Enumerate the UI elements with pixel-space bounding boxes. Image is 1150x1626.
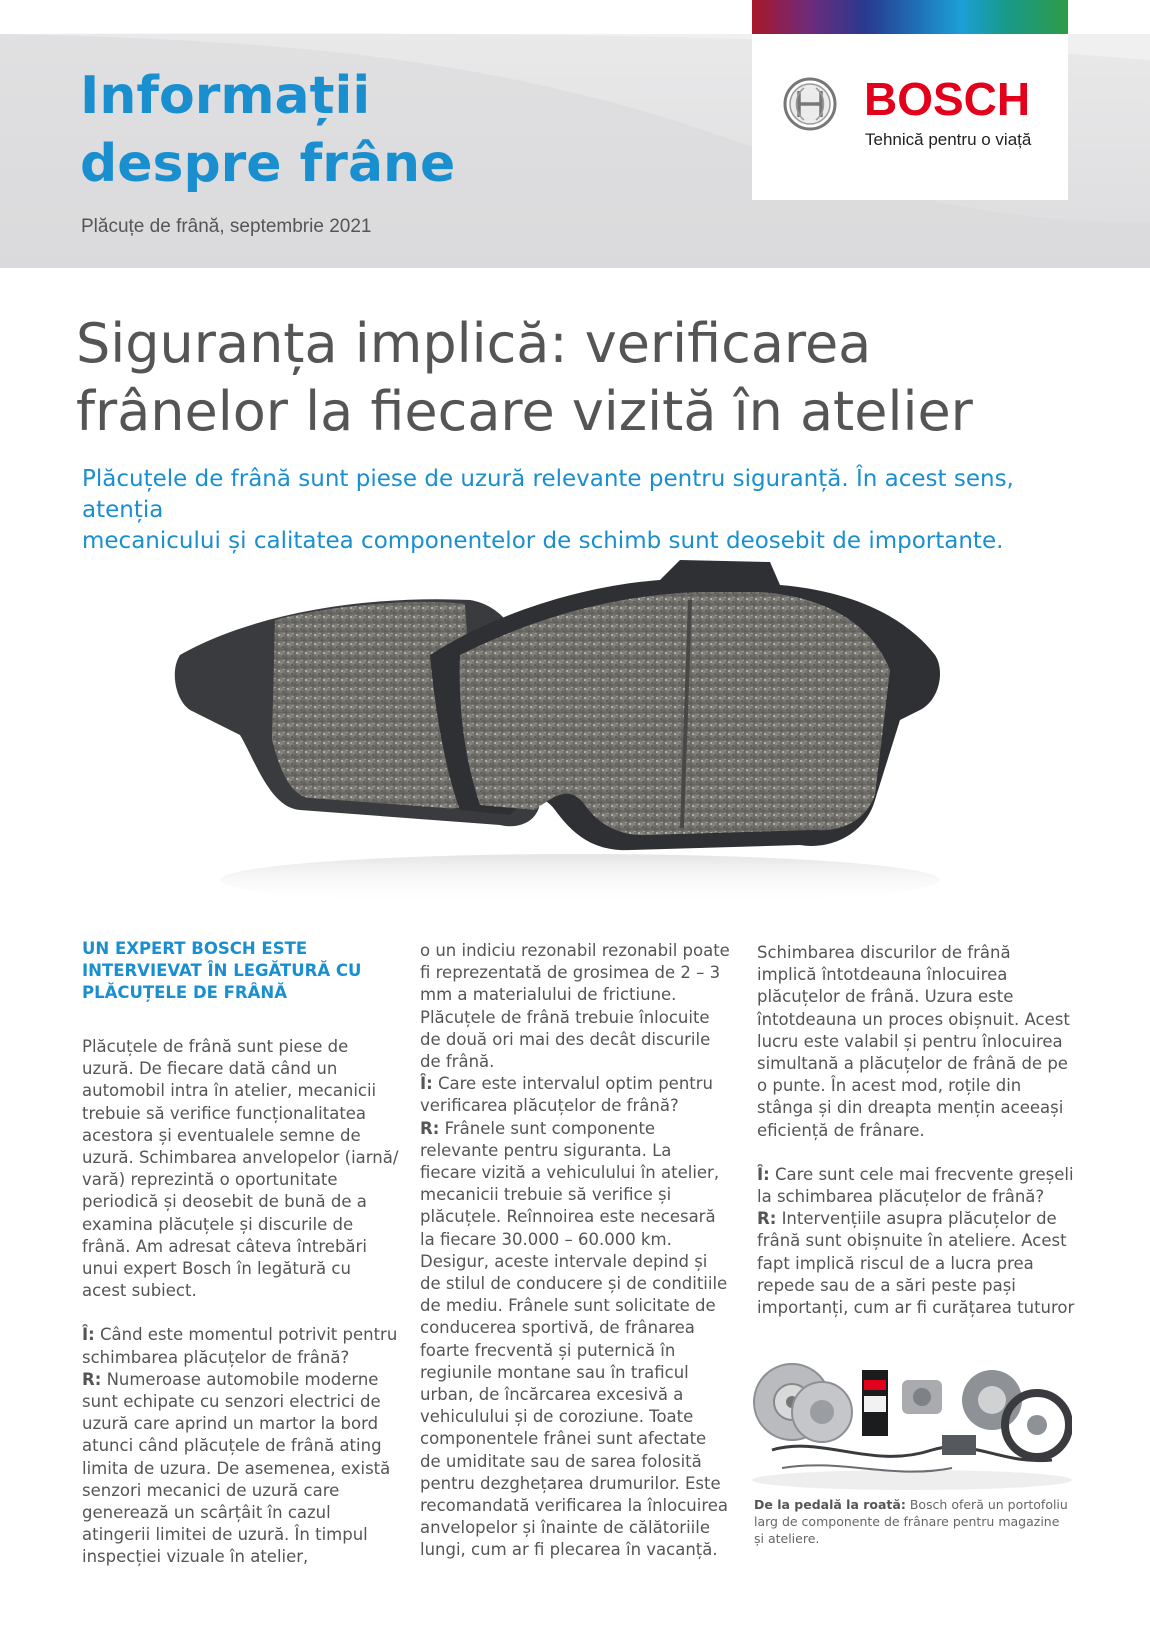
article-lead-line2: mecanicului și calitatea componentelor de schimb sunt deosebit de importante. <box>82 528 1004 554</box>
answer-3 <box>757 1208 1075 1319</box>
question-1-text: Când este momentul potrivit pentru schimbarea plăcuțelor de frână? <box>82 1325 398 1367</box>
photo-caption-text: Bosch oferă un portofoliu larg de componente de frânare pentru magazine și ateliere. <box>754 1497 1068 1546</box>
interview-heading-line1: UN EXPERT BOSCH ESTE <box>82 939 308 958</box>
brake-caliper-image <box>902 1380 942 1414</box>
bosch-tagline: Tehnică pentru o viață <box>865 130 1032 149</box>
brake-fluid-box-image <box>862 1370 888 1436</box>
brake-pad-small-image <box>942 1435 976 1455</box>
answer-2 <box>420 1118 732 1562</box>
answer-1-continued: o un indiciu rezonabil rezonabil poate fi reprezentată de grosimea de 2 – 3 mm a materialului de frictiune. Plăcuțele de frână trebuie înlocuite de două ori mai des decât discurile de frână. <box>420 941 730 1072</box>
document-title-line1: Informații <box>80 66 371 126</box>
answer-label: R: <box>82 1369 102 1389</box>
question-2-text: Care este intervalul optim pentru verificarea plăcuțelor de frână? <box>420 1074 713 1116</box>
answer-2-continued: Schimbarea discurilor de frână implică întotdeauna înlocuirea plăcuțelor de frână. Uzura este întotdeauna un proces obișnuit. Acest lucru este valabil și pentru înlocuirea simultană a plăcuțelor de frână de pe o punte. În acest mod, roțile din stânga și din dreapta mențin aceeași eficiență de frânare. <box>757 943 1070 1140</box>
bosch-logo-box <box>752 34 1068 200</box>
document-title <box>80 62 700 198</box>
brake-pads-photo <box>160 560 1000 920</box>
question-1 <box>82 1324 400 1368</box>
photo-caption <box>754 1496 1070 1547</box>
answer-1 <box>82 1369 400 1569</box>
article-lead-line1: Plăcuțele de frână sunt piese de uzură relevante pentru siguranță. În acest sens, atenția <box>82 466 1014 523</box>
article-lead <box>82 464 1102 557</box>
photo-caption-bold: De la pedală la roată: <box>754 1497 906 1512</box>
question-3 <box>757 1164 1075 1208</box>
article-headline-line2: frânelor la fiecare vizită în atelier <box>76 380 973 443</box>
brake-components-photo <box>752 1340 1072 1490</box>
article-column-1 <box>82 938 400 1569</box>
document-subtitle: Plăcuțe de frână, septembrie 2021 <box>81 216 372 237</box>
interview-heading <box>82 938 400 1004</box>
interview-heading-line3: PLĂCUȚELE DE FRÂNĂ <box>82 983 287 1002</box>
article-column-3 <box>757 942 1075 1319</box>
answer-3-text: Intervențiile asupra plăcuțelor de frână sunt obișnuite în ateliere. Acest fapt implică riscul de a lucra prea repede sau de a sări peste pași importanți, cum ar fi curățarea tuturor <box>757 1209 1075 1318</box>
answer-label: R: <box>420 1118 440 1138</box>
brand-color-strip <box>752 0 1068 34</box>
article-headline <box>76 310 1076 446</box>
answer-label: R: <box>757 1209 777 1229</box>
question-label: Î: <box>82 1325 95 1345</box>
question-3-text: Care sunt cele mai frecvente greșeli la schimbarea plăcuțelor de frână? <box>757 1164 1074 1207</box>
answer-2-text: Frânele sunt componente relevante pentru siguranta. La fiecare vizită a vehiculului în atelier, mecanicii trebuie să verifice și plăcuțele. Reînnoirea este necesară la fiecare 30.000 – 60.000 km. Desigur, aceste intervale depind și de stilul de conducere și de conditiile de mediu. Frânele sunt solicitate de conducerea sportivă, de frânarea foarte frecventă și puternică în regiunile montane sau în traficul urban, de încărcarea excesivă a vehiculului și de coroziune. Toate componentele frânei sunt afectate de umiditate sau de sarea folosită pentru dezghețarea drumurilor. Este recomandată verificarea la înlocuirea anvelopelor și înainte de călătoriile lungi, cum ar fi plecarea în vacanță. <box>420 1118 729 1560</box>
brake-drum-image <box>962 1370 1069 1457</box>
bosch-armature-icon <box>782 76 838 132</box>
question-2 <box>420 1073 732 1117</box>
document-title-line2: despre frâne <box>80 134 456 194</box>
article-headline-line1: Siguranța implică: verificarea <box>76 312 872 375</box>
article-column-2 <box>420 940 732 1562</box>
answer-1-text: Numeroase automobile moderne sunt echipate cu senzori electrici de uzură care aprind un martor la bord atunci când plăcuțele de frână ating limita de uzura. De asemenea, există senzori mecanici de uzură care generează un scârțâit în cazul atingerii limitei de uzură. În timpul inspecției vizuale în atelier, <box>82 1369 391 1567</box>
question-label: Î: <box>420 1074 433 1094</box>
brake-disc-image <box>754 1364 852 1442</box>
brake-pad-front <box>430 560 940 850</box>
question-label: Î: <box>757 1164 770 1184</box>
bosch-wordmark: BOSCH <box>864 73 1031 125</box>
intro-paragraph: Plăcuțele de frână sunt piese de uzură. De fiecare dată când un automobil intra în atelier, mecanicii trebuie să verifice funcționalitatea acestora și eventualele semne de uzură. Schimbarea anvelopelor (iarnă/ vară) reprezintă o oportunitate periodică și deosebit de bună de a examina plăcuțele și discurile de frână. Am adresat câteva întrebări unui expert Bosch în legătură cu acest subiect. <box>82 1037 399 1301</box>
interview-heading-line2: INTERVIEVAT ÎN LEGĂTURĂ CU <box>82 961 362 980</box>
